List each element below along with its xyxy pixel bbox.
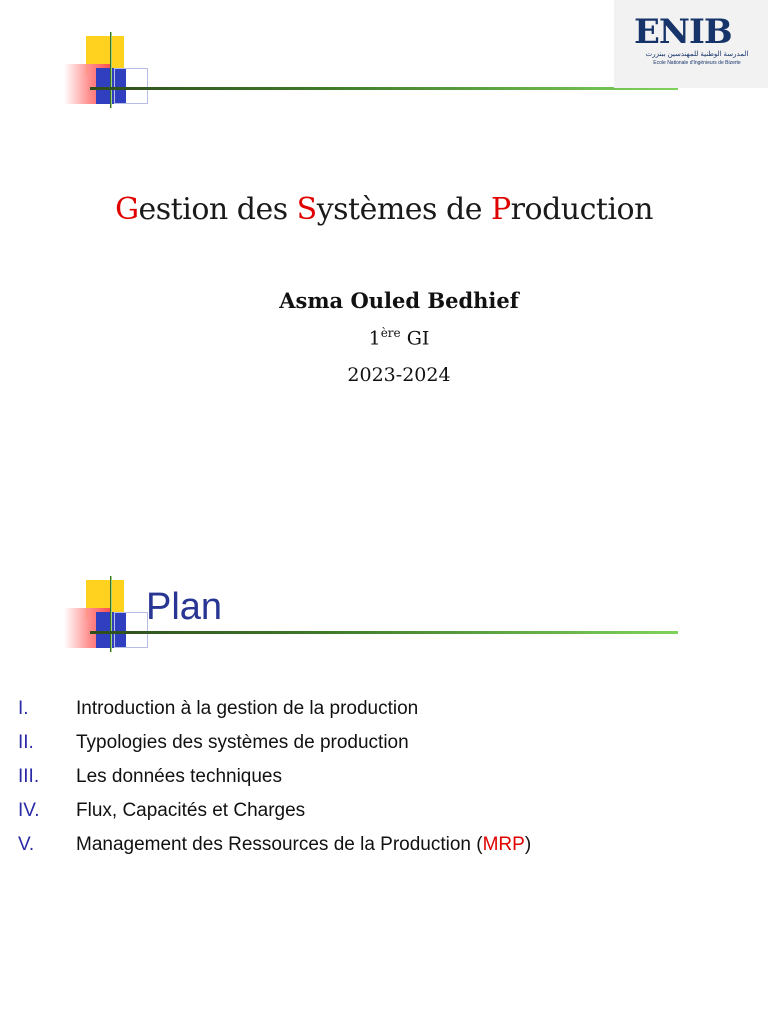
title-initial-s: S <box>296 192 317 227</box>
item-numeral: V. <box>18 834 35 855</box>
title-part-2: ystèmes de <box>316 192 491 227</box>
level-number: 1 <box>368 327 381 350</box>
vertical-line-highlight <box>111 32 112 108</box>
plan-corner-squares-decoration <box>64 580 154 660</box>
item-text-closing: ) <box>524 834 532 855</box>
outline-square <box>114 68 148 104</box>
outline-square <box>114 612 148 648</box>
item-text: Typologies des systèmes de production <box>76 732 409 753</box>
level-superscript: ère <box>380 326 401 340</box>
level-suffix: GI <box>406 327 430 350</box>
list-item <box>18 766 531 800</box>
item-text: Flux, Capacités et Charges <box>76 800 306 821</box>
title-part-3: roduction <box>510 192 653 227</box>
item-numeral: I. <box>18 698 29 719</box>
plan-outline-list <box>18 698 531 868</box>
title-initial-g: G <box>115 192 139 227</box>
logo-arabic-line: المدرسة الوطنية للمهندسين ببنزرت <box>645 51 749 58</box>
plan-header-rule <box>90 631 678 634</box>
item-text: Introduction à la gestion de la production <box>76 698 419 719</box>
title-initial-p: P <box>490 192 511 227</box>
item-numeral: III. <box>18 766 40 787</box>
item-text: Les données techniques <box>76 766 282 787</box>
list-item <box>18 834 531 868</box>
logo-french-line: Ecole Nationale d'Ingénieurs de Bizerte <box>653 60 741 66</box>
list-item <box>18 800 531 834</box>
mrp-highlight: MRP <box>482 834 525 855</box>
plan-title: Plan <box>146 586 223 628</box>
item-numeral: II. <box>18 732 34 753</box>
header-rule <box>90 87 678 90</box>
list-item <box>18 732 531 766</box>
enib-logo <box>614 0 768 88</box>
corner-squares-decoration <box>64 36 154 116</box>
page-title <box>0 192 768 227</box>
title-part-1: estion des <box>138 192 297 227</box>
vertical-line-highlight <box>111 576 112 652</box>
list-item <box>18 698 531 732</box>
logo-wordmark: ENIB <box>634 12 732 52</box>
item-text: Management des Ressources de la Production ( <box>76 834 483 855</box>
item-numeral: IV. <box>18 800 40 821</box>
academic-year: 2023-2024 <box>347 364 451 386</box>
author-name: Asma Ouled Bedhief <box>279 288 519 313</box>
class-level <box>0 326 768 349</box>
